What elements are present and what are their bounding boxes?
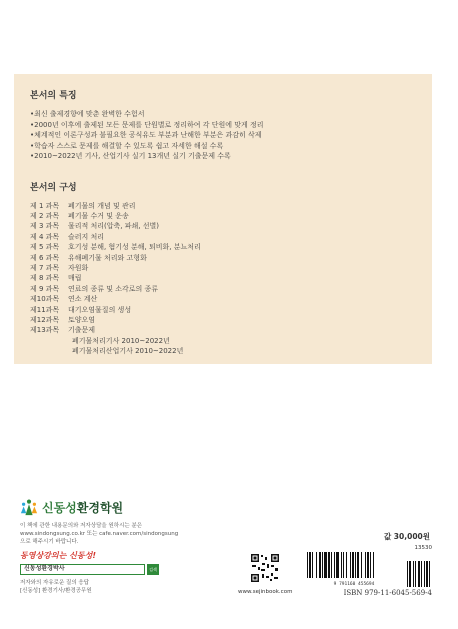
- chapter-title: 기출문제: [68, 326, 96, 335]
- chapter-title: 연소 계산: [68, 295, 98, 304]
- feature-item: •체계적인 이론구성과 불필요한 공식유도 부분과 난해한 부분은 과감히 삭제: [30, 131, 262, 139]
- chapter-item: [30, 232, 416, 242]
- website-url[interactable]: www.sejinbook.com: [238, 589, 293, 595]
- search-button[interactable]: 검색: [147, 564, 159, 575]
- chapter-title: 유해폐기물 처리와 고형화: [68, 253, 147, 262]
- features-list: [30, 109, 416, 162]
- book-info-panel: [14, 74, 432, 364]
- feature-item: •2010~2022년 기사, 산업기사 실기 13개년 실기 기출문제 수록: [30, 152, 231, 160]
- barcode-row: [282, 552, 432, 587]
- barcode-digits: 9 791160 455694: [333, 582, 375, 587]
- search-input[interactable]: 신동성환경박사: [20, 564, 145, 575]
- chapter-sub-title: 폐기물처리기사 2010~2022년: [72, 336, 170, 345]
- chapter-subitem: [30, 346, 416, 356]
- info-line: www.sindongsung.co.kr 또는 cafe.naver.com/sindongsung: [20, 531, 179, 537]
- chapter-number: 제 5 과목: [30, 243, 60, 252]
- publisher-name-light: 신동성: [42, 500, 77, 515]
- info-line: 이 책에 관한 내용문의와 저자상담을 원하시는 분은: [20, 523, 143, 529]
- info-line: [신동성] 환경기사/환경공무원: [20, 588, 92, 594]
- contents-title: 본서의 구성: [30, 182, 77, 193]
- price-label: 값 30,000원: [383, 532, 430, 541]
- chapter-title: 호기성 분해, 혐기성 분해, 퇴비화, 분뇨처리: [68, 243, 201, 252]
- chapter-title: 폐기물 수거 및 운송: [68, 211, 129, 220]
- chapter-number: 제13과목: [30, 326, 60, 335]
- chapter-item: [30, 201, 416, 211]
- chapter-number: 제12과목: [30, 315, 60, 324]
- chapter-item: [30, 273, 416, 283]
- chapter-title: 대기오염물질의 생성: [68, 305, 132, 314]
- barcode-icon: [306, 552, 402, 578]
- chapter-title: 폐기물의 개념 및 관리: [68, 201, 136, 210]
- chapter-item: [30, 315, 416, 325]
- qa-info: [20, 579, 220, 595]
- publisher-name: [42, 499, 123, 516]
- chapter-title: 슬러지 처리: [68, 232, 105, 241]
- chapter-item: [30, 253, 416, 263]
- people-logo-icon: [20, 498, 38, 516]
- barcode: [306, 552, 402, 587]
- feature-item: •학습자 스스로 문제를 해결할 수 있도록 쉽고 자세한 해설 수록: [30, 141, 224, 150]
- chapter-number: 제 6 과목: [30, 253, 60, 262]
- chapter-title: 자원화: [68, 263, 89, 272]
- chapter-item: [30, 211, 416, 221]
- publisher-logo: [20, 498, 220, 516]
- chapter-number: 제 2 과목: [30, 211, 60, 220]
- publisher-name-bold: 환경학원: [76, 500, 124, 515]
- barcode-addon: 13530: [414, 545, 432, 551]
- chapter-sub-title: 폐기물처리산업기사 2010~2022년: [72, 347, 184, 356]
- chapter-number: 제 7 과목: [30, 263, 60, 272]
- isbn-number: ISBN 979-11-6045-569-4: [343, 589, 432, 597]
- chapter-item: [30, 221, 416, 231]
- publisher-block: [20, 498, 220, 595]
- search-bar: [20, 564, 220, 575]
- chapter-number: 제11과목: [30, 305, 60, 314]
- addon-barcode-icon: [406, 561, 432, 587]
- chapter-number: 제 1 과목: [30, 201, 60, 210]
- chapter-title: 토양오염: [68, 315, 96, 324]
- chapter-item: [30, 263, 416, 273]
- chapter-item: [30, 242, 416, 252]
- chapter-list: [30, 201, 416, 357]
- chapter-item: [30, 284, 416, 294]
- contact-info: [20, 522, 220, 546]
- chapter-item: [30, 325, 416, 335]
- info-line: 으로 해주시기 바랍니다.: [20, 539, 79, 545]
- isbn-block: [282, 545, 432, 597]
- feature-item: •최신 출제경향에 맞춘 완벽한 수험서: [30, 110, 145, 118]
- chapter-subitem: [30, 336, 416, 346]
- features-title: 본서의 특징: [30, 91, 77, 101]
- chapter-title: 매립: [68, 274, 82, 283]
- info-line: 저자와의 자유로운 질의 응답: [20, 580, 90, 586]
- chapter-number: 제 9 과목: [30, 284, 60, 293]
- chapter-number: 제 4 과목: [30, 232, 60, 241]
- chapter-number: 제 3 과목: [30, 222, 60, 231]
- slogan-text: 동영상강의는 신동성!: [20, 551, 96, 560]
- chapter-item: [30, 294, 416, 304]
- chapter-title: 연료의 종류 및 소각로의 종류: [68, 284, 159, 293]
- qr-code-icon[interactable]: [250, 553, 280, 583]
- chapter-number: 제10과목: [30, 295, 60, 304]
- feature-item: •2000년 이후에 출제된 모든 문제를 단원별로 정리하여 각 단원에 맞게 정리: [30, 120, 264, 129]
- chapter-item: [30, 305, 416, 315]
- chapter-number: 제 8 과목: [30, 274, 60, 283]
- chapter-title: 물리적 처리(압축, 파쇄, 선별): [68, 222, 159, 231]
